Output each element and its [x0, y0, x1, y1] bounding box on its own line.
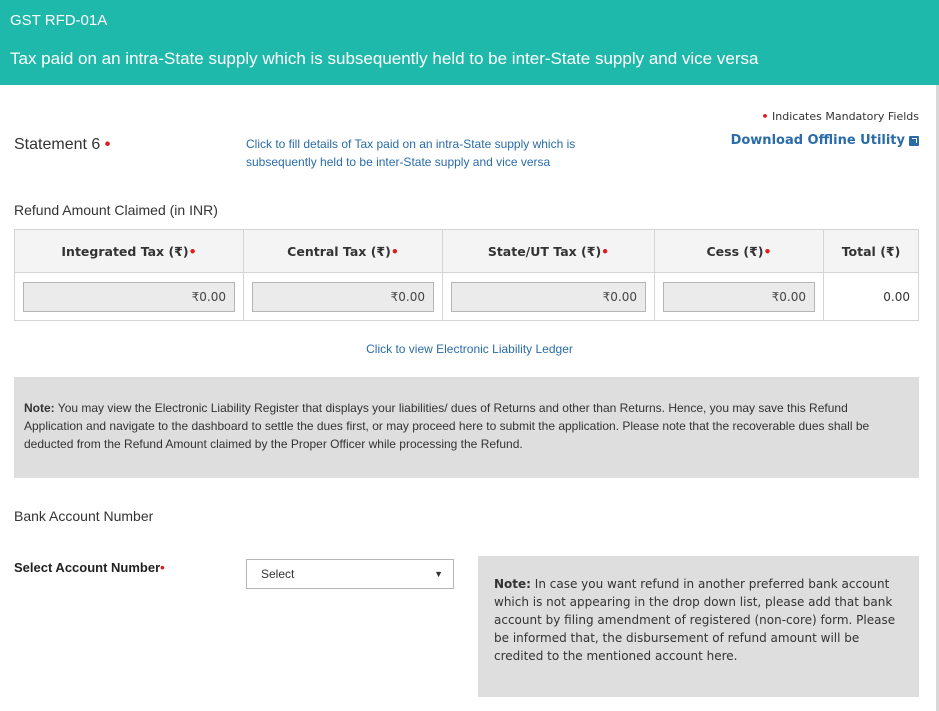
- statement-fill-link[interactable]: Click to fill details of Tax paid on an intra-State supply which is subsequently held to be inter-State supply and vice versa: [246, 137, 576, 169]
- col-cess: Cess (₹)•: [655, 230, 824, 273]
- state-ut-tax-input[interactable]: ₹0.00: [451, 282, 646, 312]
- mandatory-dot-icon: •: [104, 136, 111, 153]
- form-code: GST RFD-01A: [10, 12, 108, 29]
- refund-amount-table: [14, 229, 919, 321]
- table-row: [15, 273, 919, 321]
- note-label: Note:: [24, 401, 55, 415]
- table-header-row: [15, 230, 919, 273]
- note-text: You may view the Electronic Liability Register that displays your liabilities/ dues of Returns and other than Returns. Hence, you may save this Refund Application and navigate to the dashboard to settle the dues first, or may proceed here to submit the application. Please note that the recoverable dues shall be deducted from the Refund Amount claimed by the Proper Officer while processing the Refund.: [24, 401, 870, 451]
- central-tax-input[interactable]: ₹0.00: [252, 282, 434, 312]
- account-number-select[interactable]: [246, 559, 454, 589]
- mandatory-dot-icon: •: [761, 110, 769, 123]
- liability-note: [14, 377, 919, 478]
- download-offline-utility-link[interactable]: [731, 133, 919, 148]
- cess-input[interactable]: ₹0.00: [663, 282, 815, 312]
- caret-down-icon: ▼: [434, 569, 443, 579]
- select-account-label-text: Select Account Number: [14, 560, 161, 575]
- mandatory-fields-note: [761, 110, 919, 123]
- col-integrated-tax: Integrated Tax (₹)•: [15, 230, 244, 273]
- statement-label: [14, 136, 110, 154]
- page-title: Tax paid on an intra-State supply which is subsequently held to be inter-State supply and vice versa: [10, 49, 759, 68]
- download-link-text: Download Offline Utility: [730, 133, 905, 148]
- page-header: [0, 0, 939, 85]
- select-value: Select: [261, 567, 295, 581]
- ledger-link-text[interactable]: Click to view Electronic Liability Ledger: [366, 342, 573, 356]
- mandatory-dot-icon: •: [160, 560, 165, 575]
- col-central-tax: Central Tax (₹)•: [244, 230, 443, 273]
- refund-section-title: Refund Amount Claimed (in INR): [14, 202, 218, 218]
- note-label: Note:: [494, 577, 531, 591]
- bank-account-note: [478, 556, 919, 697]
- select-account-label: [14, 560, 165, 575]
- mandatory-note-text: Indicates Mandatory Fields: [772, 110, 919, 123]
- external-link-icon: [909, 136, 919, 146]
- total-value: 0.00: [824, 273, 919, 321]
- note-text: In case you want refund in another preferred bank account which is not appearing in the drop down list, please add that bank account by filing amendment of registered (non-core) form. Please be informed that, the disbursement of refund amount will be credited to the mentioned account here.: [494, 577, 896, 663]
- integrated-tax-input[interactable]: ₹0.00: [23, 282, 235, 312]
- electronic-liability-ledger-link[interactable]: [0, 342, 939, 356]
- bank-section-title: Bank Account Number: [14, 508, 154, 524]
- statement-label-text: Statement 6: [14, 136, 101, 153]
- col-state-ut-tax: State/UT Tax (₹)•: [443, 230, 655, 273]
- col-total: Total (₹): [824, 230, 919, 273]
